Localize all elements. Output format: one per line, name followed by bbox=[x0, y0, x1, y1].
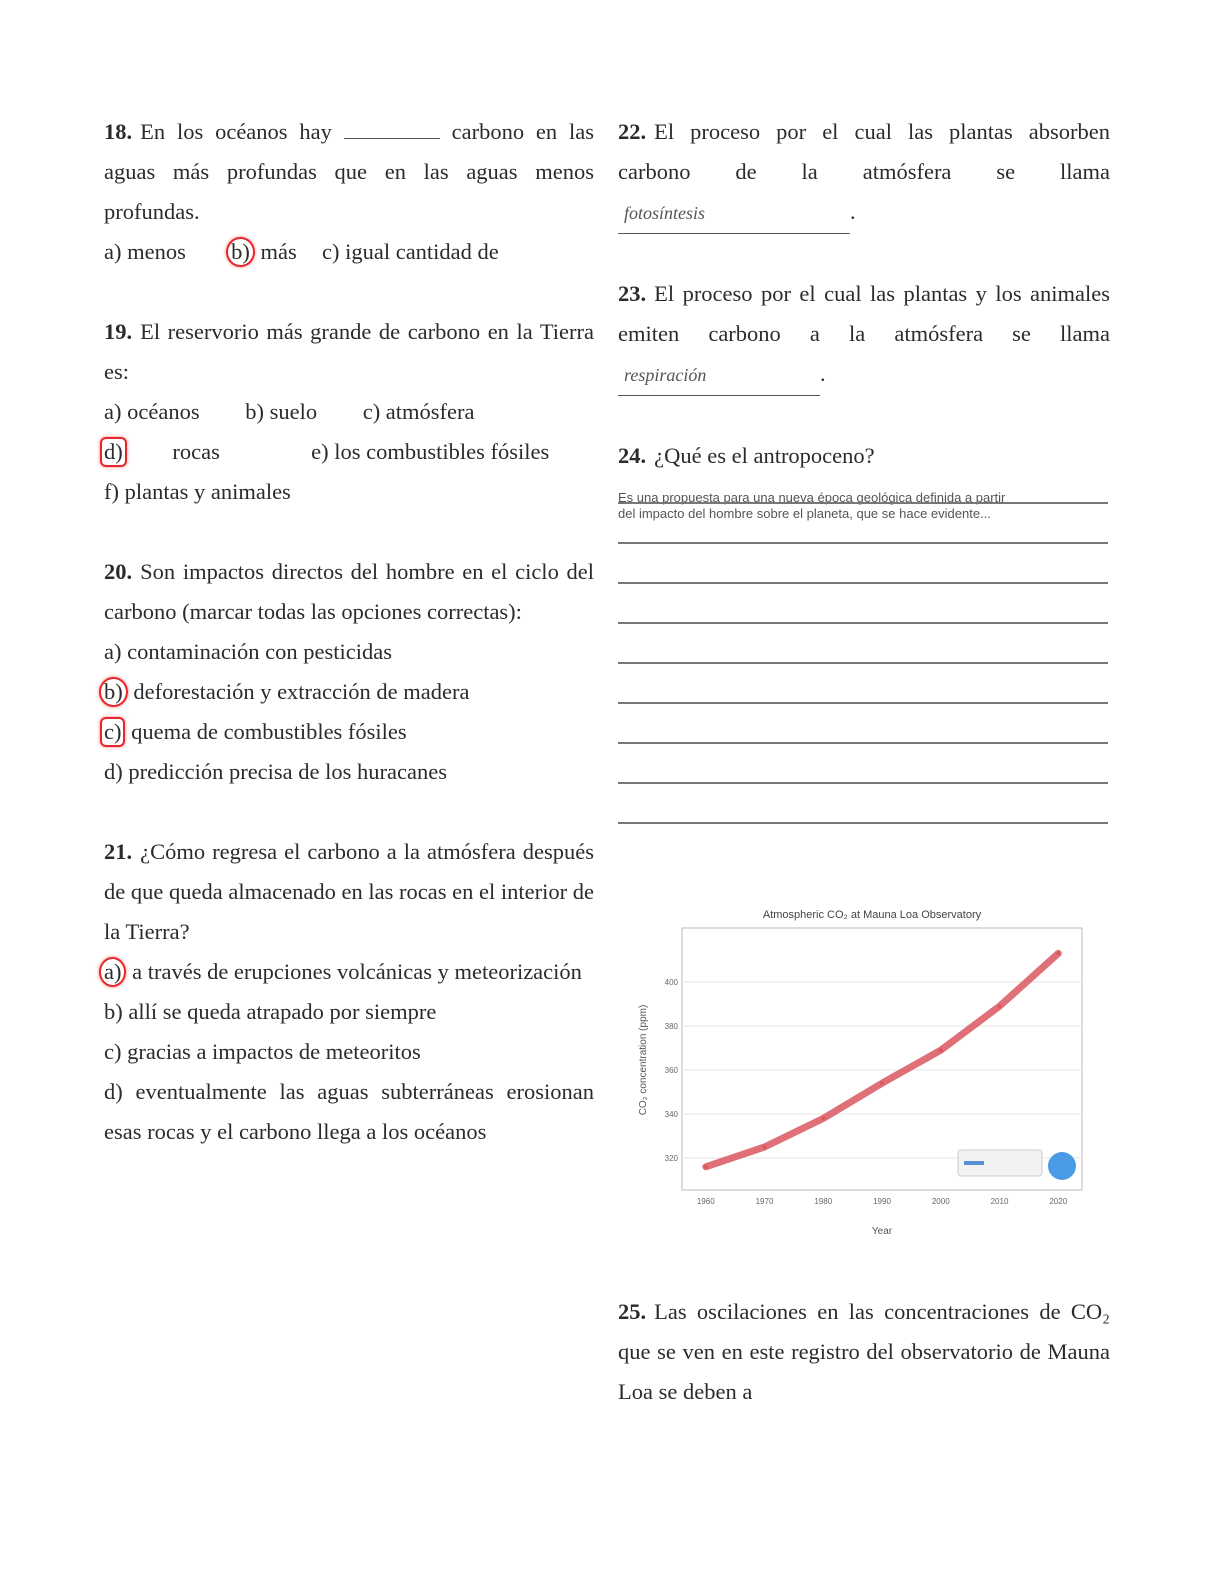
option-d[interactable]: d) eventualmente las aguas subterráneas erosionan esas rocas y el carbono llega a los océanos bbox=[104, 1079, 594, 1144]
x-tick-label: 2000 bbox=[931, 1197, 950, 1206]
question-number: 21. bbox=[104, 839, 133, 864]
options-row bbox=[104, 392, 594, 432]
option-c-circled[interactable]: c) bbox=[100, 717, 125, 747]
option-a-text[interactable]: a través de erupciones volcánicas y meteorización bbox=[126, 959, 582, 984]
y-tick-labels bbox=[665, 978, 679, 1163]
data-point bbox=[998, 1004, 1002, 1008]
question-text: Son impactos directos del hombre en el ciclo del carbono (marcar todas las opciones correctas): bbox=[104, 559, 594, 624]
right-column bbox=[618, 112, 1110, 856]
question-number: 23. bbox=[618, 281, 647, 306]
y-tick-label: 360 bbox=[664, 1066, 678, 1075]
question-text-cont: carbono en las aguas más profundas que en las aguas menos profundas. bbox=[104, 119, 595, 224]
question-number: 25. bbox=[618, 1299, 647, 1324]
option-d-circled[interactable]: d) bbox=[100, 437, 127, 467]
question-22 bbox=[618, 112, 1110, 234]
question-text: ¿Cómo regresa el carbono a la atmósfera después de que queda almacenado en las rocas en el interior de la Tierra? bbox=[104, 839, 594, 944]
question-text: En los océanos hay bbox=[140, 119, 332, 144]
data-point bbox=[880, 1081, 884, 1085]
question-24 bbox=[618, 436, 1110, 476]
answer-line bbox=[618, 702, 1108, 704]
period: . bbox=[850, 199, 856, 224]
option-a-circled[interactable]: a) bbox=[99, 957, 126, 987]
answer-line bbox=[618, 742, 1108, 744]
answer-line bbox=[618, 782, 1108, 784]
x-tick-label: 1960 bbox=[696, 1197, 715, 1206]
question-number: 22. bbox=[618, 119, 647, 144]
x-axis-label: Year bbox=[871, 1226, 893, 1237]
question-25 bbox=[618, 1292, 1110, 1412]
question-number: 18. bbox=[104, 119, 133, 144]
y-tick-label: 340 bbox=[664, 1110, 678, 1119]
answer-field[interactable]: respiración bbox=[618, 355, 820, 396]
question-20 bbox=[104, 552, 594, 792]
option-b-text[interactable]: deforestación y extracción de madera bbox=[127, 679, 470, 704]
option-c-text[interactable]: quema de combustibles fósiles bbox=[125, 719, 407, 744]
x-tick-label: 1980 bbox=[814, 1197, 833, 1206]
question-text: ¿Qué es el antropoceno? bbox=[654, 443, 875, 468]
y-tick-label: 400 bbox=[664, 978, 678, 987]
option-a[interactable]: a) contaminación con pesticidas bbox=[104, 639, 393, 664]
question-18 bbox=[104, 112, 594, 272]
co2-chart bbox=[632, 900, 1092, 1240]
options-row bbox=[104, 432, 594, 472]
answer-line bbox=[618, 662, 1108, 664]
left-column bbox=[104, 112, 594, 1152]
option-f[interactable]: f) plantas y animales bbox=[104, 479, 291, 504]
data-point bbox=[821, 1116, 825, 1120]
handwritten-answer: Es una propuesta para una nueva época geológica definida a partir del impacto del hombre sobre el planeta, que se hace evidente... bbox=[618, 490, 1006, 521]
option-c[interactable]: c) gracias a impactos de meteoritos bbox=[104, 1039, 421, 1064]
answer-line bbox=[618, 542, 1108, 544]
chart-title: Atmospheric CO₂ at Mauna Loa Observatory bbox=[762, 909, 982, 921]
question-21 bbox=[104, 832, 594, 1152]
option-d-text[interactable]: rocas bbox=[166, 439, 220, 464]
option-a[interactable]: a) menos bbox=[104, 239, 186, 264]
period: . bbox=[820, 361, 826, 386]
question-19 bbox=[104, 312, 594, 512]
question-text: Las oscilaciones en las concentraciones de CO₂ que se ven en este registro del observatorio de Mauna Loa se deben a bbox=[618, 1299, 1110, 1404]
question-text: El reservorio más grande de carbono en la Tierra es: bbox=[104, 319, 594, 384]
question-number: 19. bbox=[104, 319, 133, 344]
option-c[interactable]: c) atmósfera bbox=[362, 399, 475, 424]
option-b-circled[interactable]: b) bbox=[226, 237, 255, 267]
answer-line bbox=[618, 622, 1108, 624]
answer-line bbox=[618, 502, 1108, 504]
co2-chart-svg bbox=[632, 900, 1092, 1240]
option-a[interactable]: a) océanos bbox=[104, 399, 200, 424]
data-point bbox=[939, 1048, 943, 1052]
answer-line bbox=[618, 822, 1108, 824]
question-text: El proceso por el cual las plantas absorben carbono de la atmósfera se llama bbox=[618, 119, 1110, 184]
question-number: 24. bbox=[618, 443, 647, 468]
answer-blank[interactable] bbox=[344, 138, 440, 139]
x-tick-label: 2020 bbox=[1049, 1197, 1068, 1206]
y-axis-label: CO₂ concentration (ppm) bbox=[638, 1004, 649, 1116]
options-row bbox=[104, 232, 594, 272]
option-e[interactable]: e) los combustibles fósiles bbox=[311, 439, 550, 464]
option-b-circled[interactable]: b) bbox=[99, 677, 128, 707]
data-point bbox=[1056, 951, 1060, 955]
option-b-text[interactable]: más bbox=[254, 239, 297, 264]
data-point bbox=[704, 1165, 708, 1169]
option-b[interactable]: b) suelo bbox=[245, 399, 318, 424]
option-c[interactable]: c) igual cantidad de bbox=[321, 239, 499, 264]
question-number: 20. bbox=[104, 559, 133, 584]
answer-field[interactable]: fotosíntesis bbox=[618, 193, 850, 234]
x-tick-label: 1990 bbox=[873, 1197, 891, 1206]
x-tick-label: 2010 bbox=[990, 1197, 1009, 1206]
x-tick-label: 1970 bbox=[755, 1197, 774, 1206]
data-point bbox=[763, 1145, 767, 1149]
answer-line bbox=[618, 582, 1108, 584]
x-tick-labels bbox=[697, 1197, 1068, 1206]
logo-icon bbox=[1048, 1152, 1076, 1180]
answer-lines[interactable] bbox=[618, 484, 1110, 856]
option-b[interactable]: b) allí se queda atrapado por siempre bbox=[104, 999, 437, 1024]
y-tick-label: 380 bbox=[664, 1022, 678, 1031]
question-text: El proceso por el cual las plantas y los animales emiten carbono a la atmósfera se llama bbox=[618, 281, 1110, 346]
y-tick-label: 320 bbox=[664, 1154, 678, 1163]
option-d[interactable]: d) predicción precisa de los huracanes bbox=[104, 759, 447, 784]
question-23 bbox=[618, 274, 1110, 396]
